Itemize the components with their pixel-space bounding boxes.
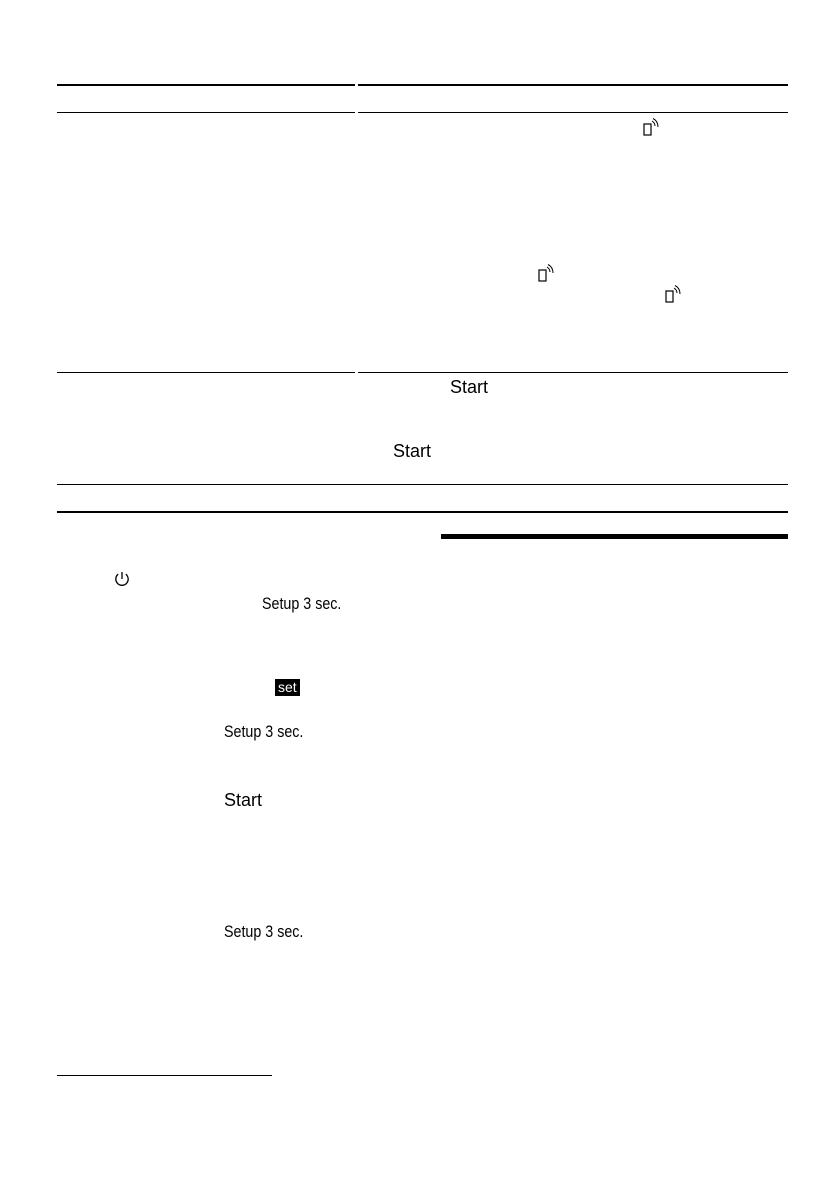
setup-button-label: Setup 3 sec. [224,922,304,941]
table-top-rule-left [57,84,355,86]
start-label: Start [450,377,489,397]
remote-start-icon [535,263,557,285]
power-icon [113,570,131,588]
row-rule-left [57,372,355,373]
setup-button-label: Setup 3 sec. [262,594,342,613]
section-heading-rule [441,534,788,539]
footnote-rule [57,1075,272,1076]
remote-start-icon [640,117,662,139]
start-button-label: Start [224,790,263,810]
start-label: Start [393,441,432,461]
table-header-rule-right [358,112,788,113]
table-header-rule-left [57,112,355,113]
row-rule-right [358,372,788,373]
set-display-badge: set [275,679,300,696]
remote-start-icon [662,284,684,306]
table-top-rule-right [358,84,788,86]
setup-button-label: Setup 3 sec. [224,722,304,741]
row-rule-full [57,484,788,485]
table-bottom-rule [57,511,788,513]
